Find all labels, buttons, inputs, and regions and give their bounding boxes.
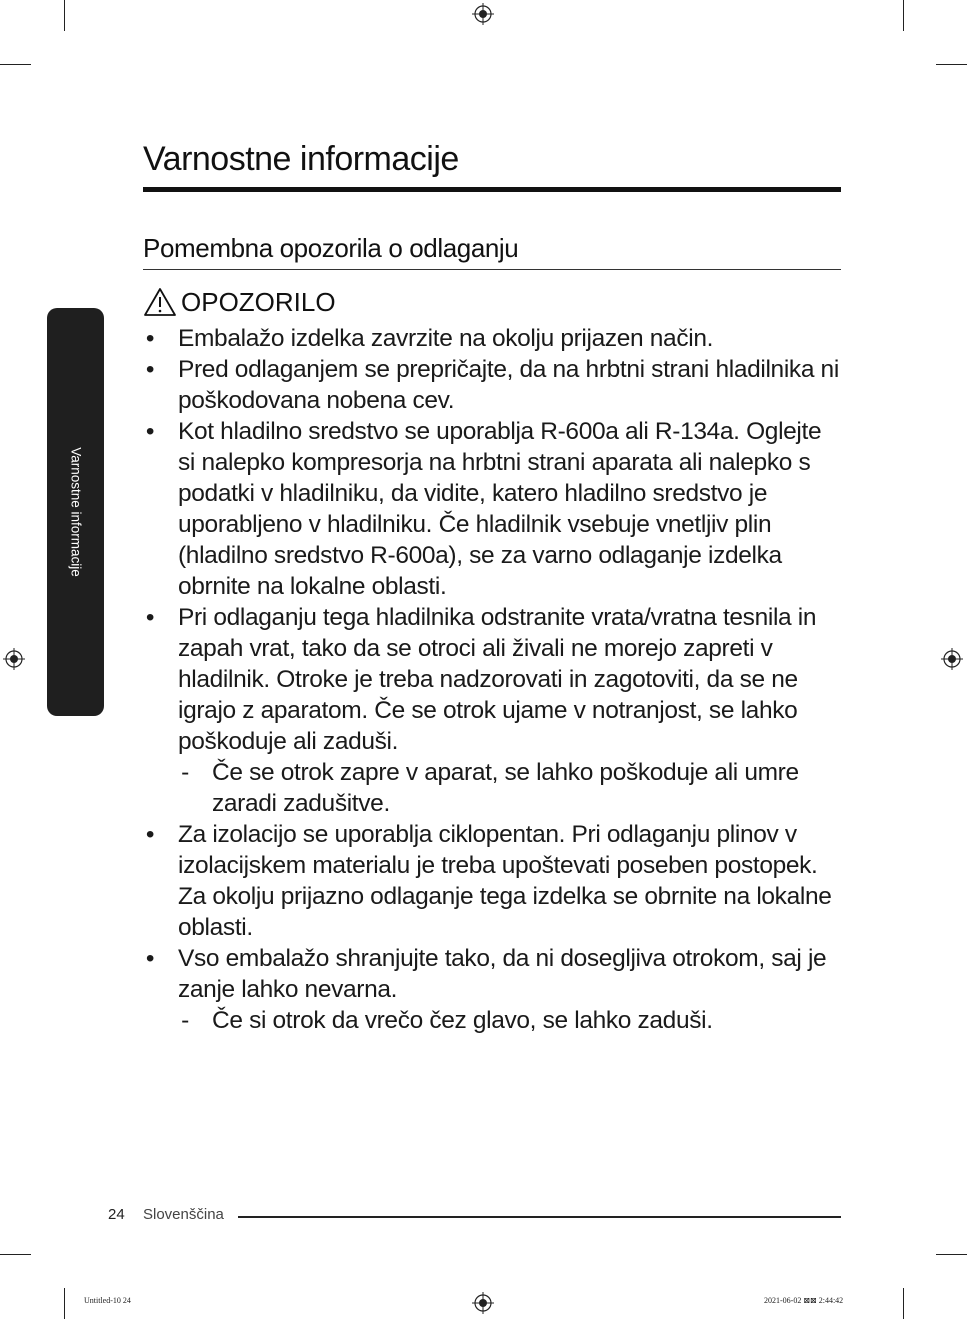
section-rule <box>143 269 841 270</box>
crop-mark <box>936 64 967 65</box>
registration-mark-icon <box>941 648 963 670</box>
warning-heading <box>143 285 336 319</box>
crop-mark <box>64 1288 65 1319</box>
footer-language: Slovenščina <box>143 1206 224 1223</box>
slug-left: Untitled-10 24 <box>84 1296 131 1305</box>
bullet: • <box>145 821 155 848</box>
list-item <box>143 943 843 1036</box>
slug-right: 2021-06-02 ⊠⊠ 2:44:42 <box>764 1296 844 1305</box>
side-tab <box>47 308 104 716</box>
list-item-text: Vso embalažo shranjujte tako, da ni dosegljiva otrokom, saj je zanje lahko nevarna. <box>178 945 827 1003</box>
list-item-text: Pred odlaganjem se prepričajte, da na hrbtni strani hladilnika ni poškodovana nobena cev. <box>178 356 839 414</box>
page-number: 24 <box>108 1206 125 1223</box>
list-item-text: Za izolacijo se uporablja ciklopentan. Pri odlaganju plinov v izolacijskem materialu je treba upoštevati poseben postopek. Za okolju prijazno odlaganje tega izdelka se obrnite na lokalne oblasti. <box>178 821 832 941</box>
sub-item-text: Če si otrok da vrečo čez glavo, se lahko zaduši. <box>212 1007 713 1034</box>
bullet: • <box>145 418 155 445</box>
crop-mark <box>0 64 31 65</box>
footer-rule <box>238 1216 841 1218</box>
bullet: • <box>145 945 155 972</box>
crop-mark <box>903 1288 904 1319</box>
bullet: • <box>145 604 155 631</box>
dash: - <box>181 759 189 786</box>
list-item <box>143 416 843 602</box>
warning-triangle-icon <box>143 287 177 317</box>
bullet: • <box>145 356 155 383</box>
crop-mark <box>936 1254 967 1255</box>
list-item <box>143 819 843 943</box>
sub-item-text: Če se otrok zapre v aparat, se lahko poškoduje ali umre zaradi zadušitve. <box>212 759 799 817</box>
bullet: • <box>145 325 155 352</box>
dash: - <box>181 1007 189 1034</box>
warning-label: OPOZORILO <box>181 286 336 317</box>
sub-item <box>178 1005 843 1036</box>
crop-mark <box>64 0 65 31</box>
list-item <box>143 354 843 416</box>
list-item-text: Kot hladilno sredstvo se uporablja R-600a ali R-134a. Oglejte si nalepko kompresorja na hrbtni strani aparata ali nalepko s podatki v hladilniku, da vidite, katero hladilno sredstvo je uporabljeno v hladilniku. Če hladilnik vsebuje vnetljiv plin (hladilno sredstvo R-600a), se za varno odlaganje izdelka obrnite na lokalne oblasti. <box>178 418 822 600</box>
side-tab-label: Varnostne informacije <box>68 447 83 577</box>
list-item-text: Pri odlaganju tega hladilnika odstranite vrata/vratna tesnila in zapah vrat, tako da se otroci ali živali ne morejo zapreti v hladilnik. Otroke je treba nadzorovati in zagotoviti, da se ne igrajo z aparatom. Če se otrok ujame v notranjost, se lahko poškoduje ali zaduši. <box>178 604 817 755</box>
list-item <box>143 602 843 819</box>
list-item-text: Embalažo izdelka zavrzite na okolju prijazen način. <box>178 325 714 352</box>
registration-mark-icon <box>472 3 494 25</box>
crop-mark <box>903 0 904 31</box>
section-title: Pomembna opozorila o odlaganju <box>143 233 519 263</box>
title-rule <box>143 187 841 192</box>
sub-item <box>178 757 843 819</box>
warning-list <box>143 323 843 1036</box>
registration-mark-icon <box>3 648 25 670</box>
page-title: Varnostne informacije <box>143 140 459 178</box>
registration-mark-icon <box>472 1292 494 1314</box>
list-item <box>143 323 843 354</box>
crop-mark <box>0 1254 31 1255</box>
